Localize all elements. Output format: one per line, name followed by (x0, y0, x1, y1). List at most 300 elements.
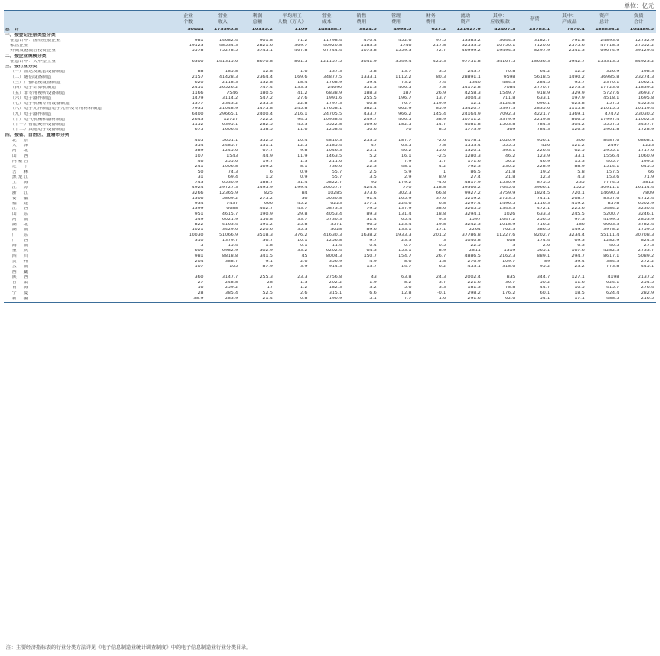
row-label: 内蒙古 (12, 159, 30, 164)
value-cell: 47718.3 (600, 43, 620, 49)
value-cell: 784.3 (536, 128, 551, 133)
value-cell: 3.3 (369, 159, 377, 164)
value-cell: 1.6 (413, 297, 448, 303)
row-label: （五）非专用视听设备制造 (10, 91, 66, 96)
value-cell: 1399 (191, 207, 204, 212)
value-cell: 221.6 (467, 280, 481, 286)
value-cell: 254.5 (640, 280, 654, 286)
value-cell: 1306 (191, 196, 204, 201)
value-cell: 6530.9 (222, 180, 239, 186)
value-cell: 123.9 (536, 154, 551, 159)
value-cell: 1.3 (300, 159, 308, 164)
header-row (4, 11, 656, 29)
value-cell: 12.8 (401, 291, 412, 296)
value-cell: 24893.6 (600, 38, 620, 43)
value-cell: 25.8 (297, 222, 308, 228)
value-cell: 2400.4 (256, 112, 273, 117)
value-cell: 16 (197, 286, 204, 291)
value-cell: 17 (266, 286, 273, 291)
value-cell: 1490.2 (568, 75, 585, 80)
row-label: （九）电子器件制造 (10, 112, 52, 117)
value-cell: 329.9 (571, 91, 585, 96)
value-cell: 0.4 (369, 243, 377, 249)
value-cell: 157.5 (606, 101, 620, 107)
value-cell: 3824.5 (344, 28, 379, 33)
value-cell: 89 (544, 259, 551, 265)
value-cell: 30444 (171, 28, 206, 33)
value-cell: 6868.1 (637, 138, 654, 143)
value-cell: 4523.4 (637, 101, 654, 107)
value-cell: 204 (194, 259, 204, 265)
value-cell: 8004.3 (326, 254, 343, 259)
value-cell: 6178.1 (464, 138, 481, 143)
value-cell: 344.7 (536, 275, 551, 280)
value-cell: 29727.3 (219, 185, 239, 191)
value-cell: 310 (194, 238, 204, 243)
value-cell: 6300 (191, 59, 204, 64)
value-cell: 1.9 (369, 280, 377, 286)
value-cell: 1553.4 (464, 143, 481, 149)
value-cell: 3745.1 (256, 49, 273, 54)
header-cell: 管理 费用 (379, 11, 414, 29)
value-cell: 0.1 (300, 243, 308, 249)
value-cell: 55111.4 (600, 233, 620, 238)
value-cell: 2.6 (300, 259, 308, 265)
value-cell: 7774.5 (603, 180, 620, 186)
value-cell: 165.9 (398, 196, 412, 201)
row-label: 在总计中：国有控股企业 (10, 38, 61, 43)
value-cell: 17.1 (552, 297, 587, 303)
value-cell: 4.3 (577, 175, 585, 180)
value-cell: 179.2 (398, 180, 412, 186)
value-cell: 132.8 (259, 80, 273, 85)
value-cell: 17997.4 (600, 117, 620, 122)
value-cell: 406.5 (398, 85, 412, 91)
value-cell: 3041.9 (360, 59, 377, 64)
value-cell: 176.2 (502, 291, 516, 296)
value-cell: 3782.4 (637, 222, 654, 228)
value-cell: 784.3 (536, 122, 551, 128)
value-cell: 97.5 (435, 38, 447, 43)
header-cell: 其中： 应收账款 (483, 11, 518, 29)
value-cell: 11839.2 (635, 85, 654, 91)
value-cell: 43.7 (297, 207, 308, 212)
value-cell: 9.3 (438, 217, 447, 222)
row-label: 湖 南 (12, 228, 30, 233)
value-cell: 121.2 (571, 143, 585, 149)
value-cell: 415.7 (606, 286, 620, 291)
value-cell: 86.5 (470, 170, 481, 175)
value-cell: 67.7 (262, 149, 273, 154)
value-cell: 65.4 (401, 217, 412, 222)
value-cell: 6688 (226, 207, 239, 212)
value-cell: 5618.5 (533, 75, 551, 80)
value-cell: 95.7 (574, 80, 585, 85)
value-cell: 190.9 (259, 212, 273, 217)
row-label: 山 西 (12, 154, 30, 159)
value-cell: 6.3 (577, 243, 585, 249)
value-cell: 6663.3 (603, 222, 620, 228)
value-cell: 45.2 (297, 201, 308, 207)
value-cell: 201.2 (432, 233, 447, 238)
value-cell: 2137.2 (637, 275, 654, 280)
value-cell: 177.1 (363, 201, 377, 207)
value-cell: 1530.9 (499, 180, 516, 186)
value-cell: 549 (194, 217, 204, 222)
value-cell: 60.1 (539, 291, 551, 296)
value-cell: 5089.2 (637, 254, 654, 259)
value-cell: 453.1 (467, 264, 481, 270)
value-cell: 235.3 (259, 101, 273, 107)
value-cell: 1319 (503, 249, 516, 254)
value-cell: 3265.5 (464, 207, 481, 212)
value-cell: 11798.4 (323, 38, 343, 43)
row-label: 宁 夏 (12, 291, 30, 296)
row-label: 福 建 (12, 201, 30, 207)
value-cell: 966.2 (398, 112, 412, 117)
value-cell: 8670.8 (256, 59, 273, 64)
value-cell: 1514.1 (603, 164, 620, 170)
value-cell: 1475.8 (256, 106, 273, 112)
row-label: 三、按行业分类 (5, 64, 38, 70)
value-cell: 14.7 (401, 264, 412, 270)
value-cell: 4886.5 (464, 254, 481, 259)
value-cell: 5297.4 (464, 201, 481, 207)
value-cell: 126.3 (571, 128, 585, 133)
value-cell: 185.8 (224, 70, 239, 75)
header-cell: 流动 资产 (448, 11, 483, 29)
value-cell: 15.6 (435, 149, 447, 154)
value-cell: 127.1 (571, 275, 585, 280)
row-label: 海 南 (12, 243, 30, 249)
value-cell: 1463.5 (326, 154, 343, 159)
row-label: （七）电子机械专用设备制造 (10, 101, 70, 107)
value-cell: 118.8 (432, 185, 447, 191)
value-cell: 341.5 (259, 254, 273, 259)
value-cell: 2770.7 (533, 85, 551, 91)
value-cell: 9.1 (265, 259, 273, 265)
value-cell: 3114.2 (222, 96, 239, 101)
value-cell: 1060.9 (637, 154, 654, 159)
value-cell: 173395.8 (205, 28, 240, 33)
value-cell: 351.3 (363, 85, 377, 91)
value-cell: 60.8 (366, 101, 377, 107)
value-cell: 1479 (191, 96, 204, 101)
value-cell: 747.4 (259, 85, 273, 91)
value-cell: 6400 (191, 112, 204, 117)
value-cell: 202.2 (328, 280, 343, 286)
value-cell: 46 (197, 159, 204, 164)
value-cell: 1933.3 (395, 233, 412, 238)
value-cell: 12732.9 (635, 38, 654, 43)
value-cell: 34877.5 (323, 75, 343, 80)
value-cell: 2162.3 (499, 254, 516, 259)
value-cell: 624.1 (606, 280, 620, 286)
value-cell: 7084 (503, 85, 516, 91)
value-cell: 245.5 (571, 212, 585, 217)
value-cell: 12.3 (539, 175, 551, 180)
row-label: 私营企业 (10, 43, 29, 49)
value-cell: 255.3 (259, 275, 273, 280)
value-cell: 4712.4 (637, 196, 654, 201)
value-cell: 1320.1 (464, 149, 481, 154)
value-cell: 2.5 (369, 170, 377, 175)
value-cell: 28 (266, 280, 273, 286)
value-cell: 866.5 (571, 117, 585, 122)
value-cell: 275.2 (259, 196, 273, 201)
value-cell: 445.1 (640, 264, 654, 270)
value-cell: 255.5 (363, 96, 377, 101)
value-cell: 2853.9 (637, 217, 654, 222)
value-cell: 26057.7 (323, 185, 343, 191)
value-cell: 21.4 (240, 297, 275, 303)
value-cell: 55.7 (331, 170, 343, 175)
value-cell: 33.1 (574, 154, 585, 159)
row-label: 江 苏 (12, 185, 30, 191)
value-cell: 80.3 (435, 75, 447, 80)
value-cell: 3 (512, 243, 516, 249)
value-cell: 1369.1 (568, 112, 585, 117)
value-cell: 7092.3 (499, 112, 516, 117)
value-cell: 2821.6 (256, 43, 273, 49)
value-cell: 188.7 (259, 180, 273, 186)
value-cell: 226.4 (536, 149, 551, 154)
value-cell: 153.6 (606, 175, 620, 180)
value-cell: 1166 (191, 91, 204, 96)
value-cell: 91.4 (366, 196, 377, 201)
value-cell: 875.5 (536, 180, 551, 186)
value-cell: 722.2 (259, 117, 273, 122)
value-cell: 951 (194, 212, 204, 217)
value-cell: 373.6 (363, 191, 377, 196)
value-cell: 180.5 (259, 91, 273, 96)
value-cell: 3.2 (369, 286, 377, 291)
value-cell: 199.2 (640, 159, 654, 164)
value-cell: 25.1 (366, 149, 377, 154)
value-cell: 272.2 (640, 259, 654, 265)
value-cell: 157.5 (606, 170, 620, 175)
row-label: （一）雷达及配套设备制造 (10, 70, 66, 75)
value-cell: 248.8 (224, 280, 239, 286)
value-cell: 23.3 (401, 238, 412, 243)
value-cell: 12.5 (574, 70, 585, 75)
value-cell: 822 (194, 222, 204, 228)
value-cell: 555.5 (502, 143, 516, 149)
value-cell: 467.8 (294, 49, 308, 54)
value-cell: 243.7 (467, 70, 481, 75)
value-cell: 11002.3 (635, 117, 654, 122)
value-cell: 389 (194, 149, 204, 154)
value-cell: 36.7 (262, 238, 273, 243)
value-cell: 70.8 (505, 70, 516, 75)
value-cell: 145.4 (432, 112, 447, 117)
value-cell: 211.6 (328, 159, 343, 164)
value-cell: 13.7 (401, 70, 412, 75)
value-cell: 190.9 (309, 297, 344, 303)
value-cell: 153.1 (398, 249, 412, 254)
value-cell: 426 (541, 143, 551, 149)
value-cell: 11.4 (331, 243, 343, 249)
value-cell: 623.8 (571, 101, 585, 107)
row-label: 甘 肃 (12, 280, 30, 286)
row-label: 江 西 (12, 207, 30, 212)
value-cell: 2.9 (404, 175, 412, 180)
value-cell: 182.5 (398, 122, 412, 128)
row-label: （十一）智能硬件设备制造 (10, 122, 66, 128)
value-cell: 547.2 (259, 96, 273, 101)
value-cell: 31 (197, 175, 204, 180)
value-cell: 107 (194, 154, 204, 159)
value-cell: 12.1 (470, 101, 481, 107)
value-cell: 4199.5 (603, 217, 620, 222)
row-label: 二、按企业规模分类 (5, 54, 47, 59)
value-cell: 369 (506, 128, 516, 133)
value-cell: 22.3 (366, 164, 377, 170)
value-cell: 6502.9 (637, 201, 654, 207)
value-cell: 84 (301, 191, 308, 196)
value-cell: 18.4 (297, 80, 308, 85)
value-cell: 8297.9 (533, 49, 551, 54)
value-cell: 720.1 (571, 191, 585, 196)
row-label: （六）电子器件制造 (10, 96, 52, 101)
value-cell: 11.6 (574, 280, 585, 286)
value-cell: 23783.1 (517, 28, 552, 33)
value-cell: 95.2 (539, 264, 551, 270)
value-cell: 8.5 (438, 128, 447, 133)
value-cell: 18.5 (574, 291, 585, 296)
value-cell: 10119.4 (635, 106, 654, 112)
value-cell: 3693.7 (637, 91, 654, 96)
value-cell: 981 (194, 38, 204, 43)
value-cell: 28 (197, 291, 204, 296)
value-cell: 773.8 (606, 264, 620, 270)
value-cell: 2835.6 (533, 106, 551, 112)
value-cell: 1503.8 (499, 122, 516, 128)
value-cell: 171.6 (467, 159, 481, 164)
unit-label: 单位：亿元 (623, 3, 654, 10)
value-cell: 217.8 (432, 43, 447, 49)
value-cell: 52.5 (262, 291, 273, 296)
value-cell: 743 (194, 180, 204, 186)
value-cell: 14172.8 (461, 85, 481, 91)
row-label: 四 川 (12, 254, 30, 259)
value-cell: 50.6 (366, 128, 377, 133)
value-cell: 889.1 (536, 254, 551, 259)
value-cell: 7809 (642, 191, 654, 196)
value-cell: 5730.3 (326, 217, 343, 222)
value-cell: 33.7 (297, 217, 308, 222)
value-cell: 107 (194, 264, 204, 270)
value-cell: 11227.6 (496, 233, 516, 238)
value-cell: 87.9 (262, 264, 273, 270)
value-cell: 12.8 (262, 70, 273, 75)
value-cell: 46.2 (505, 154, 516, 159)
value-cell: 284.5 (536, 80, 551, 85)
value-cell: 228.9 (536, 164, 551, 170)
value-cell: 10.1 (297, 238, 308, 243)
value-cell: 1377 (191, 101, 204, 107)
value-cell: 188.3 (363, 91, 377, 96)
value-cell: 21.8 (505, 170, 516, 175)
value-cell: 29.8 (297, 212, 308, 217)
value-cell: 4.2 (438, 164, 447, 170)
value-cell: 62.5 (574, 149, 585, 154)
value-cell: 7.9 (404, 159, 412, 164)
value-cell: 59.4 (366, 80, 377, 85)
value-cell: 1040.8 (464, 238, 481, 243)
value-cell: 2370.1 (603, 80, 620, 85)
value-cell: 36 (301, 196, 308, 201)
value-cell: 6202.4 (326, 249, 343, 254)
value-cell: 1495.9 (256, 185, 273, 191)
value-cell: 69674.9 (600, 49, 620, 54)
value-cell: 23.3 (297, 275, 308, 280)
value-cell: 220.6 (259, 228, 273, 233)
value-cell: 6.2 (438, 264, 447, 270)
value-cell: 2541.3 (568, 49, 585, 54)
value-cell: 2955.1 (603, 149, 620, 154)
value-cell: 736.6 (328, 164, 343, 170)
row-label: （十二）其他电子设备制造 (10, 128, 66, 133)
value-cell: 2.6 (542, 243, 551, 249)
value-cell: 7437 (226, 201, 239, 207)
value-cell: 73.2 (401, 80, 412, 85)
value-cell: 6395.1 (222, 122, 239, 128)
row-label: 河 南 (12, 217, 30, 222)
value-cell: 24690 (327, 85, 343, 91)
value-cell: 131.1 (259, 143, 273, 149)
value-cell: 30911.1 (600, 185, 620, 191)
value-cell: 645.5 (640, 164, 654, 170)
value-cell: 95 (370, 180, 377, 186)
header-cell: 平均用工 人数（万人） (275, 11, 310, 29)
value-cell: 22.5 (470, 243, 481, 249)
value-cell: 376.2 (294, 233, 308, 238)
value-cell: 472.1 (536, 207, 551, 212)
value-cell: 1282.9 (603, 238, 620, 243)
value-cell: 31.4 (366, 217, 377, 222)
value-cell: 4198 (607, 275, 620, 280)
row-label: 贵 州 (12, 259, 30, 265)
header-corner (4, 11, 171, 29)
value-cell: 44.9 (262, 154, 273, 159)
value-cell: 9927.2 (464, 191, 481, 196)
value-cell: 1116.3 (533, 201, 551, 207)
value-cell: 934 (194, 201, 204, 207)
value-cell: 1006.8 (222, 164, 239, 170)
value-cell: 10711.2 (461, 117, 481, 122)
value-cell: 0.9 (300, 170, 308, 175)
value-cell: 38.6 (435, 207, 447, 212)
value-cell: 9.7 (369, 238, 377, 243)
value-cell: 3230.4 (637, 207, 654, 212)
value-cell: 306 (575, 138, 585, 143)
value-cell: 182.3 (328, 286, 343, 291)
value-cell: 1.3 (300, 280, 308, 286)
value-cell: 1797.3 (326, 101, 343, 107)
value-cell: 276.9 (467, 259, 481, 265)
value-cell: 148488.7 (309, 28, 344, 33)
value-cell: 369.7 (294, 43, 308, 49)
value-cell: 3759.9 (499, 191, 516, 196)
value-cell: 382.1 (363, 106, 377, 112)
value-cell: 123.4 (398, 222, 412, 228)
value-cell: 3518.3 (256, 233, 273, 238)
value-cell: 861.5 (294, 59, 308, 64)
value-cell: 633.3 (536, 212, 551, 217)
value-cell: 3.5 (369, 175, 377, 180)
value-cell: 424.4 (363, 185, 377, 191)
